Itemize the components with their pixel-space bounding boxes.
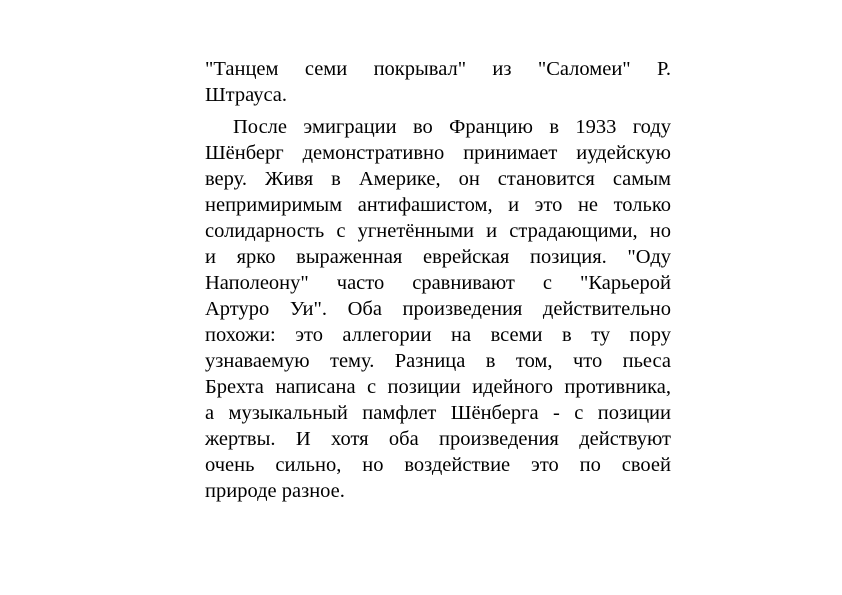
text-line: природе разное. xyxy=(205,480,345,502)
text-line: Штрауса. xyxy=(205,84,288,106)
text-line: солидарность с угнетёнными и страдающими, но xyxy=(205,220,671,242)
text-line: Наполеону" часто сравнивают с "Карьерой xyxy=(205,272,671,294)
text-line: очень сильно, но воздействие это по своей xyxy=(205,454,671,476)
text-line: Шёнберг демонстративно принимает иудейскую xyxy=(205,142,671,164)
body-text xyxy=(205,56,671,504)
text-line: похожи: это аллегории на всеми в ту пору xyxy=(205,324,671,346)
text-line: и ярко выраженная еврейская позиция. "Оду xyxy=(205,246,671,268)
text-line: Артуро Уи". Оба произведения действительно xyxy=(205,298,671,320)
text-line: а музыкальный памфлет Шёнберга - с позиции xyxy=(205,402,671,424)
text-line: непримиримым антифашистом, и это не только xyxy=(205,194,671,216)
text-line: Брехта написана с позиции идейного противника, xyxy=(205,376,671,398)
text-line: веру. Живя в Америке, он становится самым xyxy=(205,168,671,190)
text-line: После эмиграции во Францию в 1933 году xyxy=(233,116,671,138)
text-line: узнаваемую тему. Разница в том, что пьеса xyxy=(205,350,671,372)
text-line: "Танцем семи покрывал" из "Саломеи" Р. xyxy=(205,58,671,80)
text-line: жертвы. И хотя оба произведения действуют xyxy=(205,428,671,450)
